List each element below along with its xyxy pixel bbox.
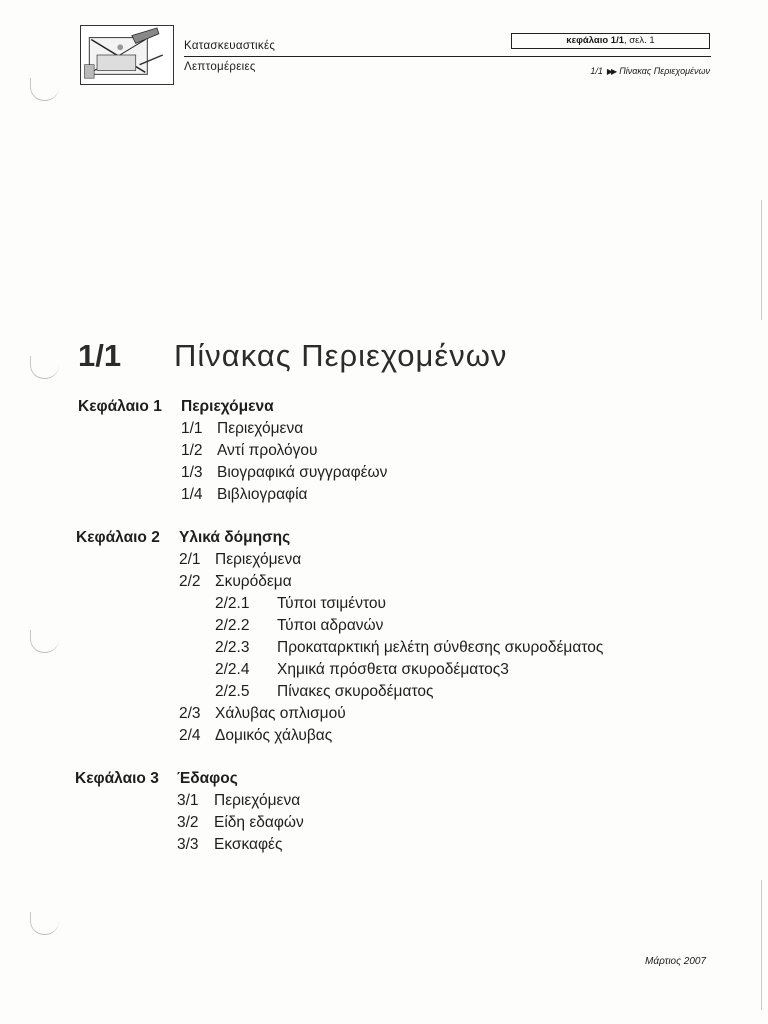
toc-item-number: 1/2 — [181, 442, 203, 459]
toc-subitem-text: Προκαταρκτική μελέτη σύνθεσης σκυροδέματος — [277, 639, 604, 656]
toc-subitem-number: 2/2.2 — [215, 617, 250, 634]
chapter-label: Κεφάλαιο 3 — [75, 770, 159, 787]
breadcrumb-title: Πίνακας Περιεχομένων — [619, 66, 710, 76]
toc-item-text: Αντί προλόγου — [217, 442, 318, 459]
binder-hole-icon — [30, 630, 59, 653]
chapter-label: Κεφάλαιο 1 — [78, 398, 162, 415]
footer-date: Μάρτιος 2007 — [645, 956, 706, 967]
header-title-line1: Κατασκευαστικές — [184, 40, 276, 52]
toc-chapter-1 — [78, 398, 162, 416]
toc-item-number: 1/4 — [181, 486, 203, 503]
chapter-label: κεφάλαιο 1/1 — [566, 35, 625, 46]
toc-item-text: Περιεχόμενα — [215, 551, 302, 568]
binder-hole-icon — [30, 356, 59, 379]
toc-item-number: 3/1 — [177, 792, 199, 809]
toc-item-text: Είδη εδαφών — [214, 814, 304, 831]
toc-item-number: 2/1 — [179, 551, 201, 568]
toc-subitem-text: Χημικά πρόσθετα σκυροδέματος3 — [277, 661, 509, 678]
binder-hole-icon — [30, 78, 59, 101]
double-arrow-icon: ▶▶ — [606, 66, 616, 76]
toc-subitem-text: Τύποι τσιμέντου — [277, 595, 386, 612]
chapter-title: Υλικά δόμησης — [179, 529, 291, 546]
header-rule — [184, 56, 711, 57]
chapter-label: Κεφάλαιο 2 — [76, 529, 160, 546]
chapter-title: Περιεχόμενα — [181, 398, 274, 415]
toc-item-text: Βιβλιογραφία — [217, 486, 308, 503]
toc-subitem-number: 2/2.4 — [215, 661, 250, 678]
breadcrumb-number: 1/1 — [590, 66, 603, 76]
toc-item-number: 2/4 — [179, 727, 201, 744]
toc-item-text: Δομικός χάλυβας — [215, 727, 333, 744]
toc-item-number: 2/3 — [179, 705, 201, 722]
toc-subitem-number: 2/2.1 — [215, 595, 250, 612]
binder-hole-icon — [30, 912, 59, 935]
toc-item-text: Βιογραφικά συγγραφέων — [217, 464, 388, 481]
toc-subitem-text: Τύποι αδρανών — [277, 617, 384, 634]
page-title — [78, 338, 507, 374]
page-title-number: 1/1 — [78, 338, 122, 373]
page-edge-line — [761, 880, 762, 1010]
toc-item-number: 3/2 — [177, 814, 199, 831]
toc-chapter-2 — [76, 529, 160, 547]
toc-item-text: Περιεχόμενα — [214, 792, 301, 809]
page-label: , σελ. 1 — [624, 35, 655, 46]
toc-item-text: Περιεχόμενα — [217, 420, 304, 437]
chapter-page-box — [511, 33, 710, 49]
toc-subitem-number: 2/2.3 — [215, 639, 250, 656]
toc-item-text: Σκυρόδεμα — [215, 573, 292, 590]
drafting-table-logo-icon — [80, 25, 174, 85]
page-edge-line — [761, 200, 762, 320]
toc-item-text: Χάλυβας οπλισμού — [215, 705, 346, 722]
toc-item-number: 1/1 — [181, 420, 203, 437]
toc-chapter-3 — [75, 770, 159, 788]
header-title-line2: Λεπτομέρειες — [184, 61, 256, 73]
chapter-title: Έδαφος — [177, 770, 238, 787]
toc-item-number: 2/2 — [179, 573, 201, 590]
toc-item-number: 3/3 — [177, 836, 199, 853]
toc-item-number: 1/3 — [181, 464, 203, 481]
toc-subitem-text: Πίνακες σκυροδέματος — [277, 683, 434, 700]
toc-subitem-number: 2/2.5 — [215, 683, 250, 700]
page-title-text: Πίνακας Περιεχομένων — [174, 338, 508, 373]
breadcrumb — [590, 66, 710, 76]
toc-item-text: Εκσκαφές — [214, 836, 283, 853]
